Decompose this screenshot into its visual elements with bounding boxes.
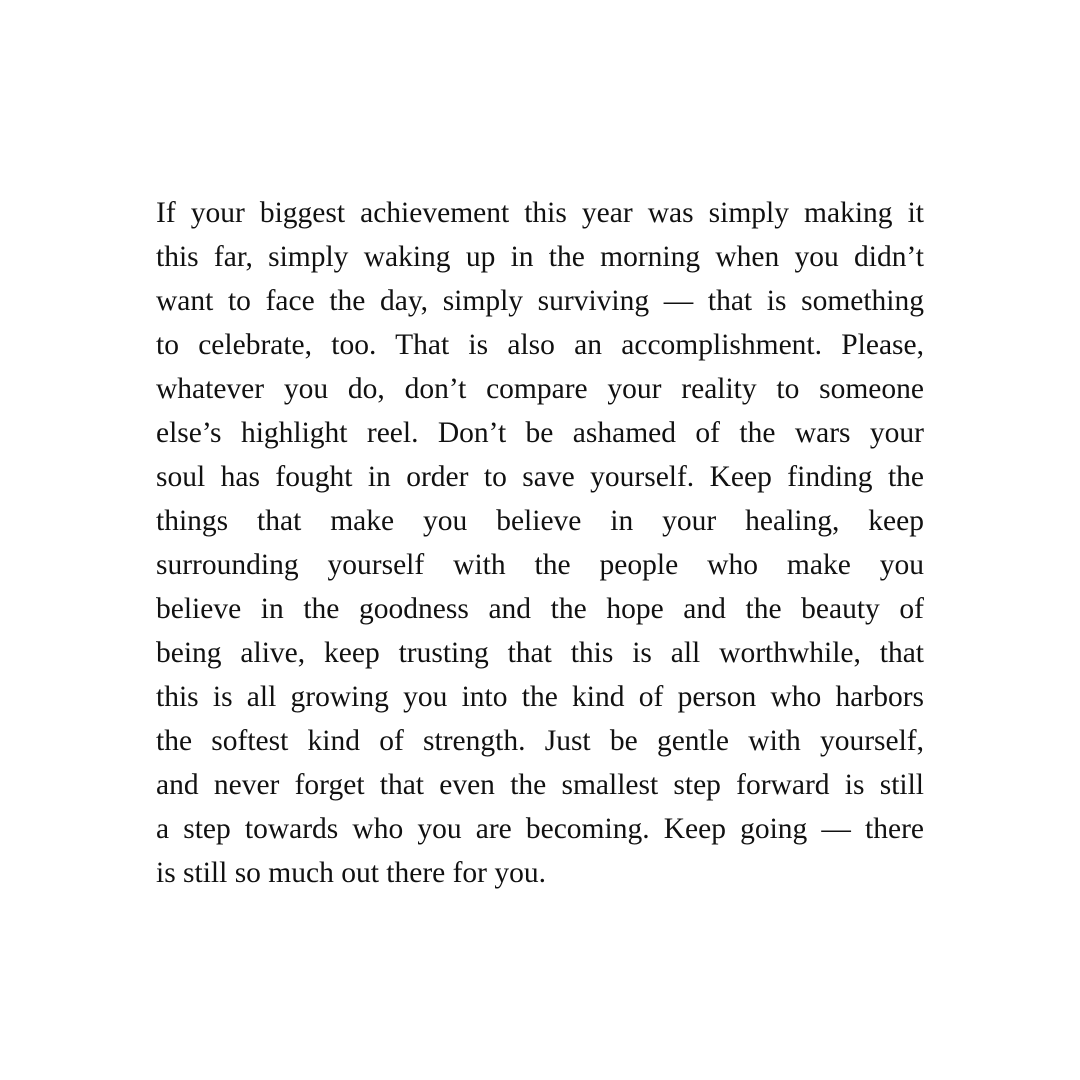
quote-line: else’s highlight reel. Don’t be ashamed of the wars your (156, 417, 924, 449)
quote-line: want to face the day, simply surviving — that is something (156, 285, 924, 317)
quote-line: a step towards who you are becoming. Keep going — there (156, 813, 924, 845)
quote-line: this is all growing you into the kind of person who harbors (156, 681, 924, 713)
quote-line: believe in the goodness and the hope and the beauty of (156, 593, 924, 625)
quote-line: to celebrate, too. That is also an accomplishment. Please, (156, 329, 924, 361)
quote-line: this far, simply waking up in the morning when you didn’t (156, 241, 924, 273)
quote-line: being alive, keep trusting that this is all worthwhile, that (156, 637, 924, 669)
quote-line: things that make you believe in your healing, keep (156, 505, 924, 537)
quote-line: and never forget that even the smallest step forward is still (156, 769, 924, 801)
quote-line: surrounding yourself with the people who make you (156, 549, 924, 581)
quote-paragraph (156, 191, 924, 895)
quote-line: whatever you do, don’t compare your reality to someone (156, 373, 924, 405)
quote-line: the softest kind of strength. Just be gentle with yourself, (156, 725, 924, 757)
quote-line: soul has fought in order to save yourself. Keep finding the (156, 461, 924, 493)
quote-line: If your biggest achievement this year was simply making it (156, 197, 924, 229)
quote-line: is still so much out there for you. (156, 857, 547, 889)
